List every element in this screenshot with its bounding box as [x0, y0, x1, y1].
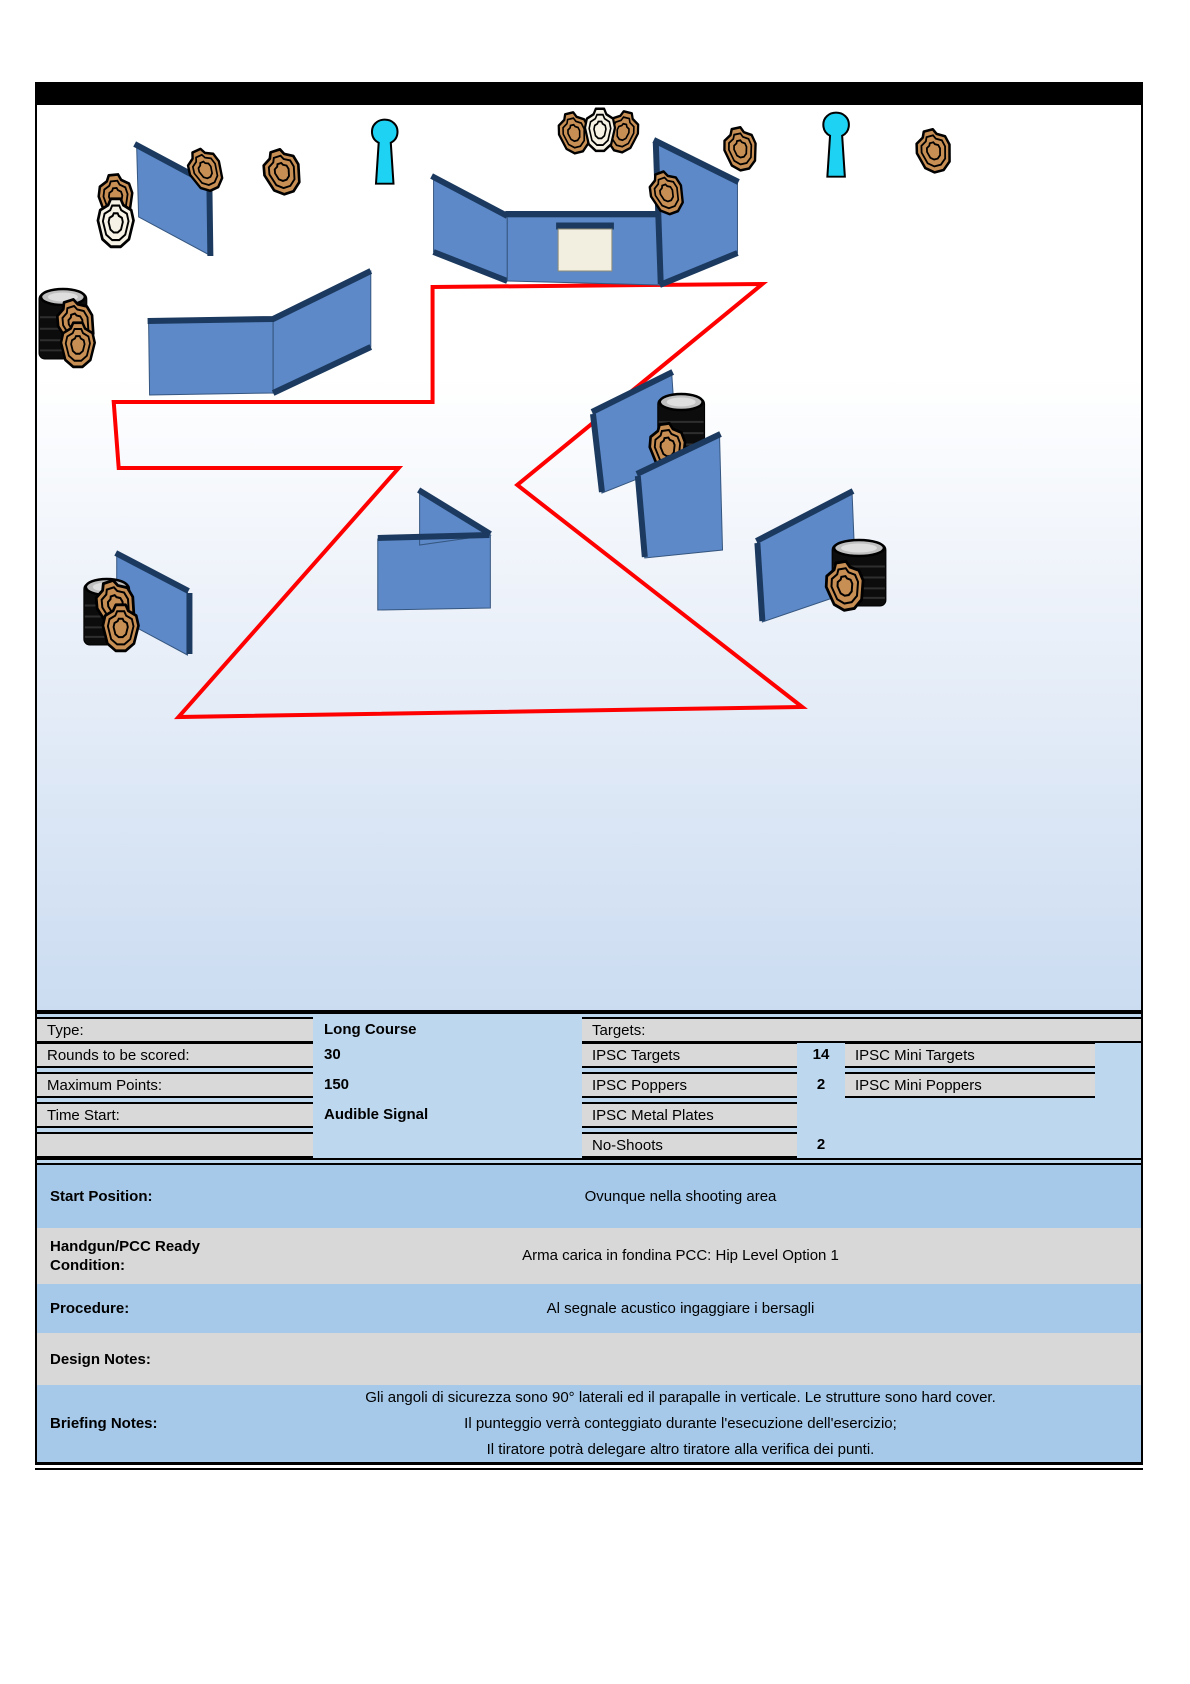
header-bar [35, 82, 1143, 105]
briefing-line-1: Gli angoli di sicurezza sono 90° laterali ed il parapalle in verticale. Le strutture sono hard cover. [365, 1388, 996, 1406]
points-value: 150 [324, 1076, 350, 1093]
no-shoots-label: No-Shoots [582, 1132, 797, 1158]
procedure-value: Al segnale acustico ingaggiare i bersagli [546, 1299, 815, 1317]
footer-divider [35, 1462, 1143, 1470]
start-position-label: Start Position: [50, 1188, 153, 1205]
procedure-row [37, 1284, 1141, 1333]
start-position-value: Ovunque nella shooting area [584, 1187, 777, 1205]
ipsc-target [912, 126, 955, 175]
stage-briefing-page [35, 82, 1143, 1470]
design-notes-label: Design Notes: [50, 1350, 151, 1368]
ipsc-targets-count: 14 [812, 1046, 830, 1063]
stage-diagram [37, 105, 1141, 1010]
ipsc-target [258, 145, 305, 198]
points-label: Maximum Points: [37, 1072, 313, 1098]
time-start-label: Time Start: [37, 1102, 313, 1128]
ipsc-metal-plates-label: IPSC Metal Plates [582, 1102, 797, 1128]
empty-label-cell [37, 1132, 313, 1158]
ipsc-target [720, 125, 760, 173]
bay-left-wing [432, 176, 508, 281]
wall-port [558, 229, 612, 271]
stage-diagram-svg [37, 105, 1141, 1010]
rounds-label: Rounds to be scored: [37, 1042, 313, 1068]
no-shoots-count: 2 [816, 1136, 826, 1153]
ready-condition-value: Arma carica in fondina PCC: Hip Level Option 1 [522, 1247, 839, 1264]
briefing-notes-row [37, 1385, 1141, 1462]
start-position-row [37, 1165, 1141, 1228]
design-notes-row [37, 1333, 1141, 1385]
type-value: Long Course [324, 1021, 417, 1038]
rounds-value: 30 [324, 1046, 341, 1063]
stage-info-table [37, 1010, 1141, 1165]
no-shoot-target [585, 109, 615, 151]
targets-header: Targets: [582, 1017, 1141, 1043]
popper [372, 120, 398, 184]
wall-left-corner [148, 271, 371, 395]
briefing-line-2: Il punteggio verrà conteggiato durante l'esecuzione dell'esercizio; [464, 1414, 897, 1432]
ipsc-targets-label: IPSC Targets [582, 1042, 797, 1068]
briefing-line-3: Il tiratore potrà delegare altro tiratore alla verifica dei punti. [486, 1440, 875, 1458]
briefing-notes-label: Briefing Notes: [50, 1415, 158, 1432]
ipsc-mini-poppers-label: IPSC Mini Poppers [845, 1072, 1095, 1098]
ready-condition-row [37, 1228, 1141, 1284]
time-start-value: Audible Signal [324, 1106, 429, 1123]
popper [823, 113, 849, 177]
ipsc-poppers-count: 2 [816, 1076, 826, 1093]
ipsc-mini-targets-label: IPSC Mini Targets [845, 1042, 1095, 1068]
ready-condition-label: Handgun/PCC Ready Condition: [50, 1238, 201, 1274]
procedure-label: Procedure: [50, 1300, 130, 1317]
ipsc-poppers-label: IPSC Poppers [582, 1072, 797, 1098]
wall-center [378, 490, 491, 610]
table-divider [37, 1158, 1141, 1165]
type-label: Type: [37, 1017, 313, 1043]
